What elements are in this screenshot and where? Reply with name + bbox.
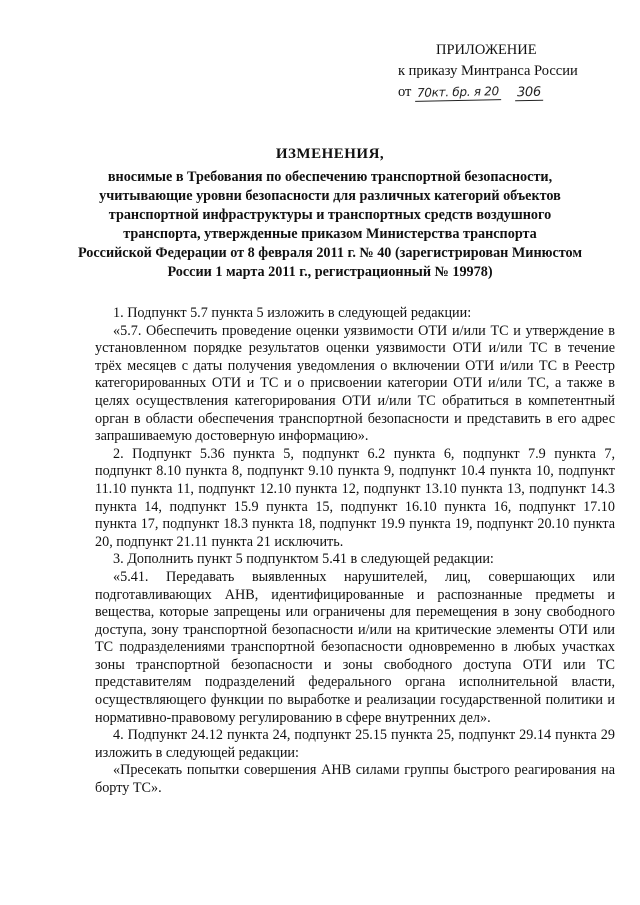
appendix-block [398, 40, 598, 103]
handwritten-order-number: 306 [514, 85, 542, 102]
heading-line: транспортной инфраструктуры и транспортных средств воздушного [108, 207, 552, 223]
date-prefix: от [398, 84, 412, 100]
handwritten-date: 70кт. бр. я 20 [415, 84, 501, 102]
paragraph: 4. Подпункт 24.12 пункта 24, подпункт 25.15 пункта 25, подпункт 29.14 пункта 29 изложить в следующей редакции: [95, 727, 615, 761]
heading-line: вносимые в Требования по обеспечению транспортной безопасности, [107, 169, 553, 185]
appendix-title: ПРИЛОЖЕНИЕ [436, 42, 537, 58]
paragraph: 2. Подпункт 5.36 пункта 5, подпункт 6.2 пункта 6, подпункт 7.9 пункта 7, подпункт 8.10 пункта 8, подпункт 9.10 пункта 9, подпункт 10.4 пункта 10, подпункт 11.10 пункта 11, подпункт 12.10 пункта 12, подпункт 13.10 пункта 13, подпункт 14.3 пункта 14, подпункт 15.9 пункта 15, подпункт 16.10 пункта 16, подпункт 17.10 пункта 17, подпункт 18.3 пункта 18, подпункт 19.9 пункта 19, подпункт 20.10 пункта 20, подпункт 21.11 пункта 21 исключить. [95, 445, 615, 550]
heading-line: Российской Федерации от 8 февраля 2011 г. № 40 (зарегистрирован Минюстом [77, 245, 583, 261]
paragraph: 3. Дополнить пункт 5 подпунктом 5.41 в следующей редакции: [113, 551, 494, 568]
paragraph: 1. Подпункт 5.7 пункта 5 изложить в следующей редакции: [113, 305, 472, 321]
appendix-date-line [398, 82, 598, 103]
paragraph: «5.7. Обеспечить проведение оценки уязвимости ОТИ и/или ТС и утверждение в установленном порядке результатов оценки уязвимости ОТИ и/или ТС в течение трёх месяцев с даты получения уведомления о включении ОТИ и/или ТС в Реестр категорированных ОТИ и ТС и о присвоении категории ОТИ и/или ТС, а также в целях осуществления категорирования ОТИ и/или ТС обратиться в компетентный орган в области обеспечения транспортной безопасности и представить в его адрес запрашиваемую достоверную информацию». [95, 322, 615, 445]
heading-line: учитывающие уровни безопасности для различных категорий объектов [99, 188, 561, 204]
paragraph: «Пресекать попытки совершения АНВ силами группы быстрого реагирования на борту ТС». [95, 762, 615, 797]
document-body [95, 305, 615, 798]
heading-line: России 1 марта 2011 г., регистрационный № 19978) [167, 264, 493, 280]
paragraph: «5.41. Передавать выявленных нарушителей, лиц, совершающих или подготавливающих АНВ, идентифицированные и распознанные предметы и вещества, которые запрещены или ограничены для перемещения в зону свободного доступа, зону транспортной безопасности и/или на критические элементы ОТИ или ТС подразделениями транспортной безопасности одновременно в любых участках зоны транспортной безопасности и зоны свободного доступа ОТИ или ТС представителям подразделений федерального органа исполнительной власти, осуществляющего функции по выработке и реализации государственной политики и нормативно-правовому регулированию в сфере внутренних дел». [95, 568, 615, 726]
heading-title: ИЗМЕНЕНИЯ, [275, 146, 385, 162]
appendix-order-line: к приказу Минтранса России [398, 63, 578, 79]
heading-line: транспорта, утвержденные приказом Министерства транспорта [123, 226, 537, 242]
document-heading [60, 145, 600, 282]
